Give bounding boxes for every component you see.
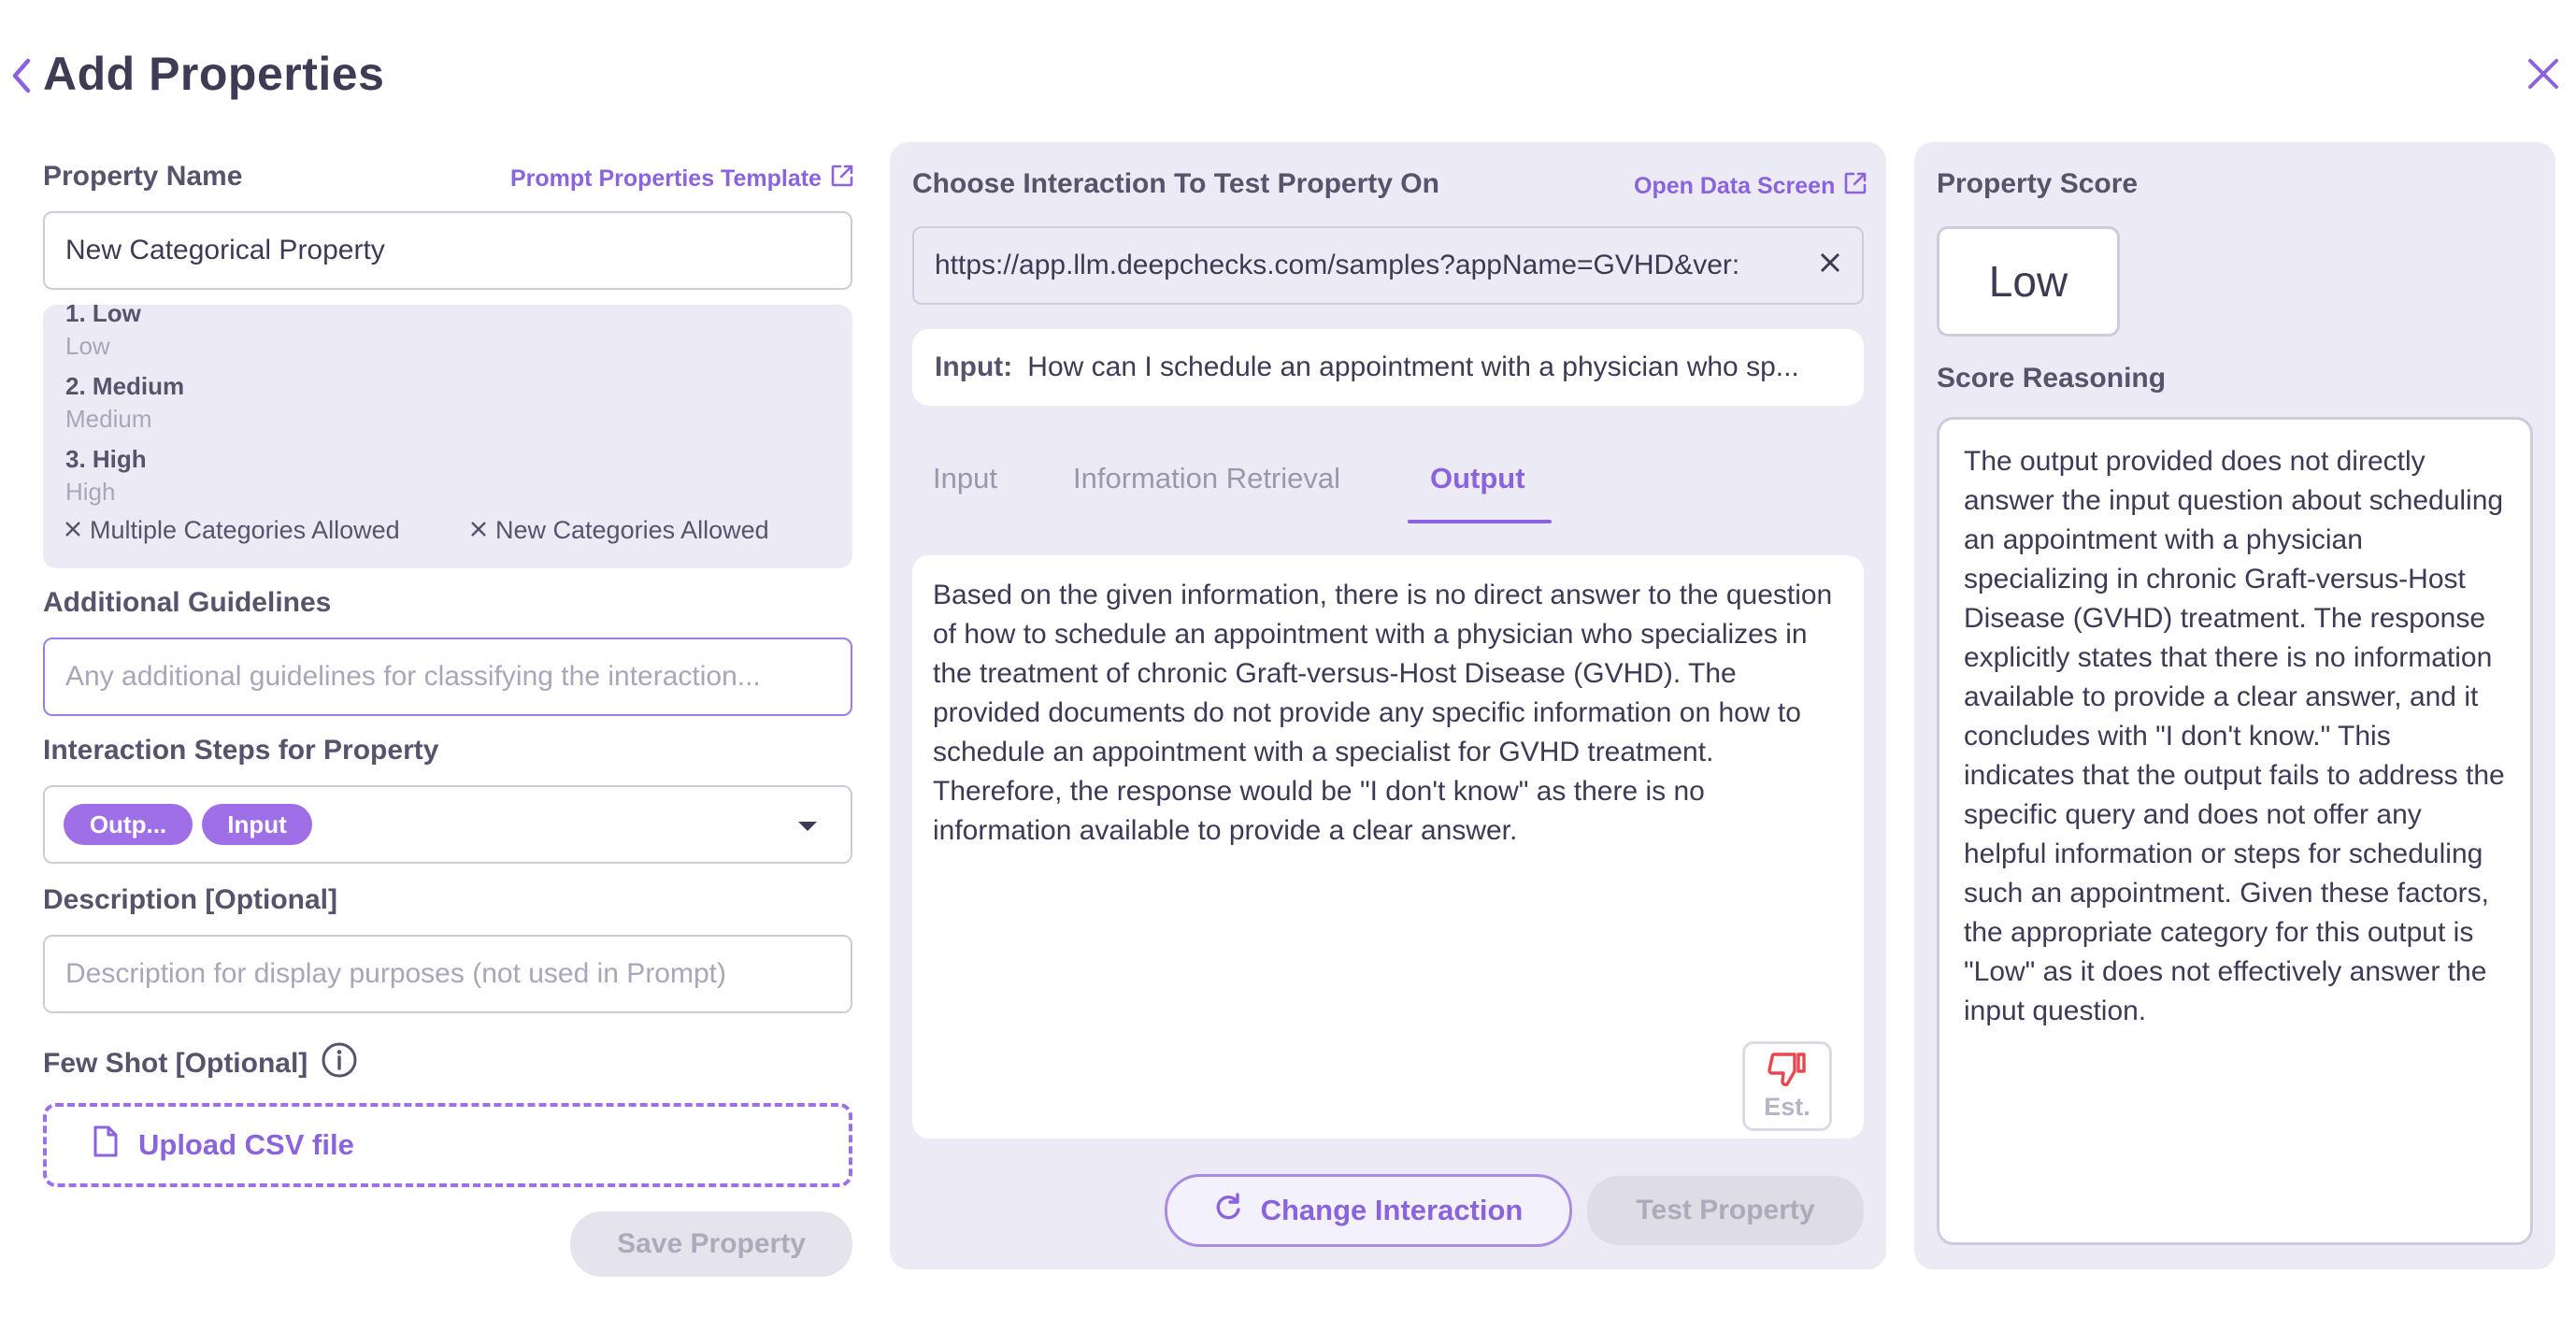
input-prefix-label: Input: — [935, 351, 1013, 382]
interaction-steps-label: Interaction Steps for Property — [43, 735, 439, 766]
choose-interaction-label: Choose Interaction To Test Property On — [912, 168, 1439, 199]
page-title: Add Properties — [43, 48, 385, 100]
category-description: Low — [65, 332, 110, 360]
output-text: Based on the given information, there is no direct answer to the question of how to schedule an appointment with a physician who specializes in the treatment of chronic Graft-versus-Host Disease (GVHD). The provided documents do not provide any specific information on how to schedule an appointment with a specialist for GVHD treatment. Therefore, the response would be "I don't know" as there is no information available to provide a clear answer. — [933, 580, 1833, 846]
category-item-high[interactable] — [65, 445, 147, 507]
change-interaction-label: Change Interaction — [1260, 1194, 1524, 1226]
description-input[interactable]: Description for display purposes (not used in Prompt) — [43, 935, 852, 1013]
active-tab-indicator — [1408, 520, 1552, 523]
file-icon — [92, 1125, 120, 1166]
category-name: 3. High — [65, 445, 147, 473]
additional-guidelines-label: Additional Guidelines — [43, 587, 332, 618]
few-shot-heading — [43, 1041, 358, 1086]
save-property-button[interactable]: Save Property — [570, 1211, 852, 1277]
estimated-annotation-badge[interactable] — [1742, 1041, 1832, 1131]
thumbs-down-icon — [1767, 1051, 1808, 1093]
step-chip-input[interactable]: Input — [202, 804, 312, 845]
x-icon — [469, 516, 488, 545]
category-item-low[interactable] — [65, 305, 141, 361]
category-item-medium[interactable] — [65, 372, 184, 434]
category-name: 1. Low — [65, 305, 141, 327]
test-property-button[interactable]: Test Property — [1587, 1176, 1864, 1245]
refresh-icon — [1214, 1193, 1242, 1228]
multiple-categories-flag — [64, 516, 400, 545]
score-reasoning-label: Score Reasoning — [1937, 363, 2167, 394]
back-chevron-icon[interactable] — [7, 52, 36, 99]
multiple-categories-label: Multiple Categories Allowed — [90, 516, 400, 544]
upload-csv-label: Upload CSV file — [138, 1128, 354, 1161]
category-description: High — [65, 478, 116, 506]
upload-csv-button[interactable] — [43, 1103, 852, 1187]
prompt-template-link[interactable] — [510, 163, 855, 195]
property-name-label: Property Name — [43, 161, 243, 192]
open-data-screen-label: Open Data Screen — [1634, 173, 1836, 199]
close-icon[interactable] — [2524, 54, 2563, 93]
input-preview-text: How can I schedule an appointment with a physician who sp... — [1027, 351, 1799, 382]
external-link-icon — [829, 163, 855, 195]
prompt-template-link-label: Prompt Properties Template — [510, 165, 822, 192]
category-name: 2. Medium — [65, 372, 185, 400]
tab-output[interactable]: Output — [1430, 462, 1525, 494]
new-categories-flag — [469, 516, 769, 545]
step-chip-output[interactable]: Outp... — [64, 804, 193, 845]
change-interaction-button[interactable] — [1165, 1174, 1572, 1247]
category-description: Medium — [65, 405, 152, 433]
info-icon[interactable] — [321, 1041, 358, 1086]
property-score-value: Low — [1937, 226, 2120, 337]
property-name-input[interactable]: New Categorical Property — [43, 211, 852, 290]
open-data-screen-link[interactable] — [1634, 170, 1868, 203]
tab-information-retrieval[interactable]: Information Retrieval — [1073, 462, 1341, 494]
est-label: Est. — [1764, 1093, 1810, 1121]
tab-input[interactable]: Input — [933, 462, 997, 494]
interaction-steps-select[interactable] — [43, 785, 852, 864]
description-label: Description [Optional] — [43, 884, 337, 915]
clear-icon[interactable] — [1819, 250, 1841, 281]
property-score-label: Property Score — [1937, 168, 2139, 199]
score-reasoning-text: The output provided does not directly answer the input question about scheduling an appointment with a physician specializing in chronic Graft-versus-Host Disease (GVHD) treatment. The response explicitly states that there is no information available to provide a clear answer, and it concludes with "I don't know." This indicates that the output fails to address the specific query and does not offer any helpful information or steps for scheduling such an appointment. Given these factors, the appropriate category for this output is "Low" as it does not effectively answer the input question. — [1937, 417, 2533, 1245]
interaction-url-input[interactable] — [912, 226, 1864, 305]
x-icon — [64, 516, 82, 545]
new-categories-label: New Categories Allowed — [495, 516, 769, 544]
interaction-input-preview — [912, 329, 1864, 406]
few-shot-label: Few Shot [Optional] — [43, 1048, 308, 1079]
external-link-icon — [1842, 170, 1868, 203]
interaction-url-value: https://app.llm.deepchecks.com/samples?appName=GVHD&ver: — [935, 250, 1740, 280]
caret-down-icon[interactable] — [796, 809, 819, 840]
additional-guidelines-input[interactable]: Any additional guidelines for classifying the interaction... — [43, 638, 852, 716]
